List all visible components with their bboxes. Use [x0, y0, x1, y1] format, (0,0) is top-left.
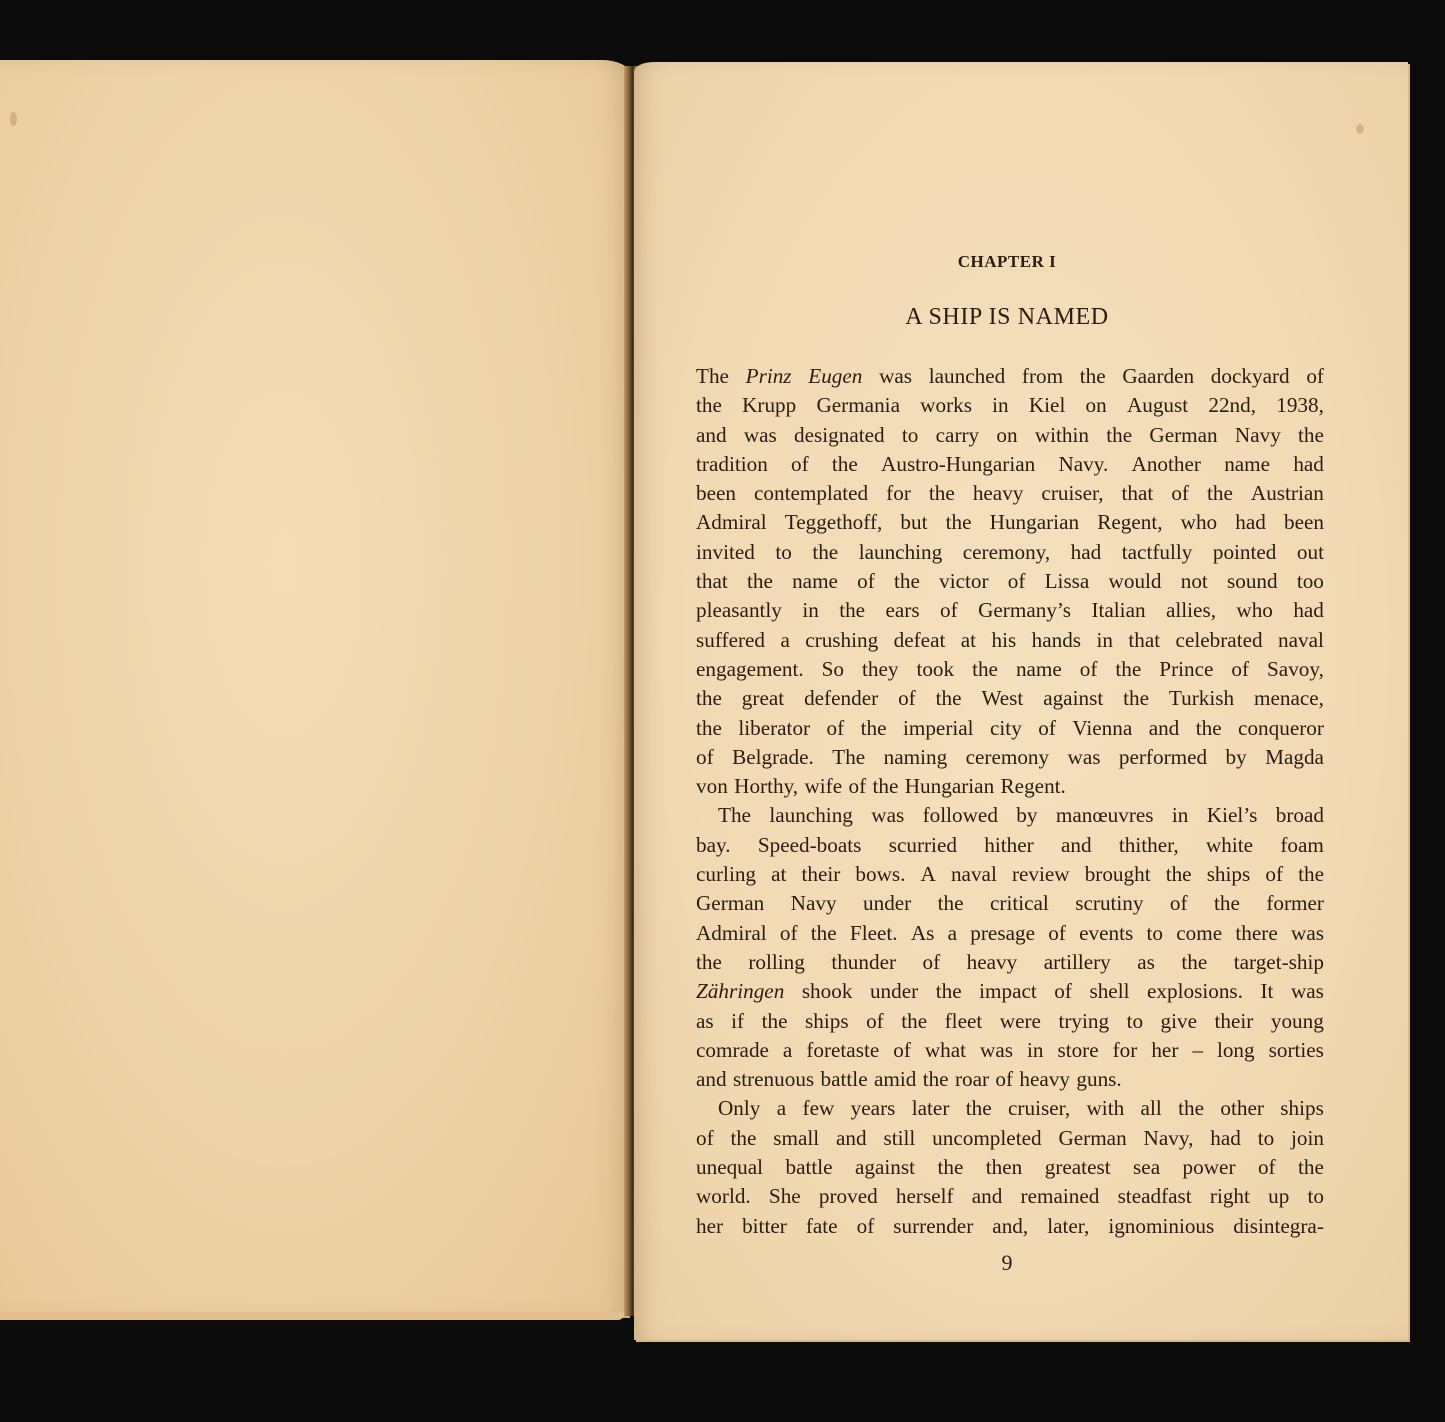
text-line: Only a few years later the cruiser, with all the other ships [718, 1096, 1324, 1121]
text-line: tradition of the Austro-Hungarian Navy. Another name had [696, 451, 1324, 476]
text-line: The Prinz Eugen was launched from the Gaarden dockyard of [696, 364, 1324, 388]
text-line: as if the ships of the fleet were trying to give their young [696, 1008, 1324, 1033]
foxing-spot [1356, 124, 1364, 134]
left-page [0, 60, 630, 1318]
text-line: invited to the launching ceremony, had tactfully pointed out [696, 539, 1324, 564]
text-line: suffered a crushing defeat at his hands in that celebrated naval [696, 627, 1324, 652]
chapter-title: A SHIP IS NAMED [905, 304, 1109, 330]
text-line: The launching was followed by manœuvres in Kiel’s broad [718, 803, 1324, 828]
text-line: unequal battle against the then greatest sea power of the [696, 1155, 1324, 1180]
page-number: 9 [1001, 1250, 1013, 1275]
text-line: Admiral Teggethoff, but the Hungarian Regent, who had been [696, 510, 1324, 535]
left-page-edge [0, 1312, 624, 1320]
text-line: the rolling thunder of heavy artillery as the target-ship [696, 949, 1324, 974]
text-line: engagement. So they took the name of the Prince of Savoy, [696, 656, 1324, 681]
text-line: the Krupp Germania works in Kiel on August 22nd, 1938, [696, 393, 1324, 418]
text-line: of the small and still uncompleted German Navy, had to join [696, 1125, 1324, 1150]
text-line: von Horthy, wife of the Hungarian Regent. [696, 774, 1066, 799]
text-line: curling at their bows. A naval review brought the ships of the [696, 862, 1324, 887]
text-line: been contemplated for the heavy cruiser, that of the Austrian [696, 481, 1324, 506]
right-page [634, 62, 1408, 1340]
chapter-label: CHAPTER I [957, 252, 1057, 271]
text-line: the liberator of the imperial city of Vienna and the conqueror [696, 715, 1324, 740]
text-line: world. She proved herself and remained steadfast right up to [696, 1184, 1324, 1209]
text-line: Admiral of the Fleet. As a presage of events to come there was [696, 920, 1324, 945]
text-line: that the name of the victor of Lissa would not sound too [696, 569, 1324, 594]
text-line: bay. Speed-boats scurried hither and thither, white foam [696, 832, 1324, 857]
text-line: German Navy under the critical scrutiny of the former [696, 891, 1324, 916]
text-line: her bitter fate of surrender and, later, ignominious disintegra- [696, 1213, 1324, 1238]
foxing-spot [10, 112, 17, 126]
text-line: comrade a foretaste of what was in store for her – long sorties [696, 1037, 1324, 1062]
text-line: pleasantly in the ears of Germany’s Italian allies, who had [696, 598, 1324, 623]
text-line: and strenuous battle amid the roar of heavy guns. [696, 1067, 1122, 1092]
text-line: Zähringen shook under the impact of shell explosions. It was [696, 979, 1324, 1004]
text-line: and was designated to carry on within the German Navy the [696, 422, 1324, 447]
text-line: of Belgrade. The naming ceremony was performed by Magda [696, 744, 1324, 769]
text-line: the great defender of the West against the Turkish menace, [696, 686, 1324, 711]
chapter-body-text [696, 362, 1324, 1241]
